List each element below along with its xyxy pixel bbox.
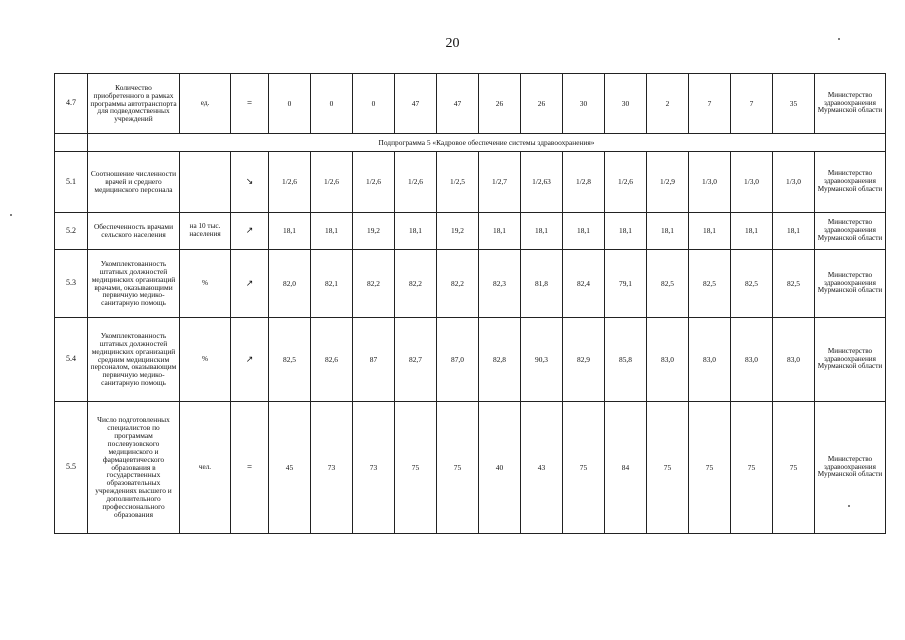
value-cell: 83,0 — [689, 318, 731, 402]
trend-cell: = — [231, 74, 269, 134]
value-cell: 18,1 — [647, 213, 689, 250]
responsible-cell: Министерство здравоохранения Мурманской области — [815, 250, 886, 318]
indicator-name: Укомплектованность штатных должностей медицинских организаций средним медицинским персоналом, оказывающим первичную медико-санитарную помощь — [88, 318, 180, 402]
value-cell: 82,9 — [563, 318, 605, 402]
value-cell: 82,0 — [269, 250, 311, 318]
value-cell: 1/2,8 — [563, 152, 605, 213]
value-cell: 75 — [731, 402, 773, 534]
value-cell: 47 — [395, 74, 437, 134]
value-cell: 82,4 — [563, 250, 605, 318]
row-number: 5.5 — [55, 402, 88, 534]
value-cell: 82,5 — [773, 250, 815, 318]
value-cell: 82,6 — [311, 318, 353, 402]
empty-cell — [55, 134, 88, 152]
value-cell: 1/2,6 — [311, 152, 353, 213]
responsible-cell: Министерство здравоохранения Мурманской области — [815, 152, 886, 213]
subprogram-row — [55, 134, 886, 152]
value-cell: 18,1 — [311, 213, 353, 250]
value-cell: 83,0 — [647, 318, 689, 402]
value-cell: 79,1 — [605, 250, 647, 318]
value-cell: 18,1 — [269, 213, 311, 250]
indicators-table — [54, 73, 886, 534]
row-number: 5.2 — [55, 213, 88, 250]
value-cell: 19,2 — [353, 213, 395, 250]
value-cell: 75 — [563, 402, 605, 534]
value-cell: 18,1 — [521, 213, 563, 250]
value-cell: 87 — [353, 318, 395, 402]
value-cell: 75 — [647, 402, 689, 534]
responsible-cell: Министерство здравоохранения Мурманской области — [815, 74, 886, 134]
indicator-name: Укомплектованность штатных должностей медицинских организаций врачами, оказывающими первичную медико-санитарную помощь — [88, 250, 180, 318]
value-cell: 1/3,0 — [773, 152, 815, 213]
indicator-name: Число подготовленных специалистов по программам послевузовского медицинского и фармацевтического образования в государственных образовательных учреждениях высшего и дополнительного профессионального образования — [88, 402, 180, 534]
value-cell: 82,5 — [269, 318, 311, 402]
indicator-row — [55, 250, 886, 318]
value-cell: 81,8 — [521, 250, 563, 318]
value-cell: 1/3,0 — [731, 152, 773, 213]
value-cell: 82,7 — [395, 318, 437, 402]
value-cell: 73 — [353, 402, 395, 534]
unit-cell: чел. — [180, 402, 231, 534]
value-cell: 1/2,6 — [605, 152, 647, 213]
indicator-row — [55, 74, 886, 134]
value-cell: 82,5 — [647, 250, 689, 318]
row-number: 5.3 — [55, 250, 88, 318]
trend-cell: ↘ — [231, 152, 269, 213]
trend-cell: ↗ — [231, 213, 269, 250]
value-cell: 1/3,0 — [689, 152, 731, 213]
value-cell: 7 — [689, 74, 731, 134]
value-cell: 1/2,63 — [521, 152, 563, 213]
value-cell: 0 — [353, 74, 395, 134]
value-cell: 7 — [731, 74, 773, 134]
value-cell: 18,1 — [731, 213, 773, 250]
unit-cell: на 10 тыс. населения — [180, 213, 231, 250]
page-number: 20 — [445, 36, 460, 51]
responsible-cell: Министерство здравоохранения Мурманской области — [815, 213, 886, 250]
value-cell: 82,5 — [689, 250, 731, 318]
value-cell: 75 — [773, 402, 815, 534]
value-cell: 26 — [521, 74, 563, 134]
value-cell: 82,5 — [731, 250, 773, 318]
trend-cell: ↗ — [231, 318, 269, 402]
row-number: 5.4 — [55, 318, 88, 402]
responsible-cell: Министерство здравоохранения Мурманской области — [815, 318, 886, 402]
indicator-row — [55, 213, 886, 250]
value-cell: 26 — [479, 74, 521, 134]
indicator-name: Соотношение численности врачей и среднего медицинского персонала — [88, 152, 180, 213]
value-cell: 1/2,7 — [479, 152, 521, 213]
value-cell: 0 — [311, 74, 353, 134]
value-cell: 83,0 — [731, 318, 773, 402]
value-cell: 1/2,6 — [353, 152, 395, 213]
unit-cell: % — [180, 250, 231, 318]
trend-cell: ↗ — [231, 250, 269, 318]
value-cell: 82,8 — [479, 318, 521, 402]
value-cell: 73 — [311, 402, 353, 534]
value-cell: 75 — [689, 402, 731, 534]
value-cell: 82,2 — [437, 250, 479, 318]
value-cell: 83,0 — [773, 318, 815, 402]
value-cell: 75 — [437, 402, 479, 534]
value-cell: 90,3 — [521, 318, 563, 402]
indicator-name: Обеспеченность врачами сельского населения — [88, 213, 180, 250]
value-cell: 47 — [437, 74, 479, 134]
unit-cell — [180, 152, 231, 213]
indicator-row — [55, 402, 886, 534]
responsible-cell: Министерство здравоохранения Мурманской области — [815, 402, 886, 534]
value-cell: 82,2 — [395, 250, 437, 318]
value-cell: 75 — [395, 402, 437, 534]
value-cell: 82,3 — [479, 250, 521, 318]
value-cell: 84 — [605, 402, 647, 534]
value-cell: 18,1 — [563, 213, 605, 250]
indicator-name: Количество приобретенного в рамках программы автотранспорта для подведомственных учреждений — [88, 74, 180, 134]
value-cell: 30 — [563, 74, 605, 134]
value-cell: 18,1 — [605, 213, 647, 250]
indicator-row — [55, 318, 886, 402]
value-cell: 2 — [647, 74, 689, 134]
row-number: 4.7 — [55, 74, 88, 134]
scan-speck — [848, 505, 850, 507]
indicator-row — [55, 152, 886, 213]
unit-cell: ед. — [180, 74, 231, 134]
value-cell: 19,2 — [437, 213, 479, 250]
value-cell: 82,1 — [311, 250, 353, 318]
value-cell: 18,1 — [395, 213, 437, 250]
value-cell: 1/2,9 — [647, 152, 689, 213]
value-cell: 18,1 — [689, 213, 731, 250]
scan-speck — [838, 38, 840, 40]
scan-speck — [10, 214, 12, 216]
value-cell: 35 — [773, 74, 815, 134]
trend-cell: = — [231, 402, 269, 534]
value-cell: 1/2,6 — [395, 152, 437, 213]
unit-cell: % — [180, 318, 231, 402]
value-cell: 18,1 — [479, 213, 521, 250]
value-cell: 82,2 — [353, 250, 395, 318]
row-number: 5.1 — [55, 152, 88, 213]
value-cell: 0 — [269, 74, 311, 134]
value-cell: 85,8 — [605, 318, 647, 402]
value-cell: 40 — [479, 402, 521, 534]
value-cell: 87,0 — [437, 318, 479, 402]
value-cell: 30 — [605, 74, 647, 134]
subprogram-title: Подпрограмма 5 «Кадровое обеспечение системы здравоохранения» — [88, 134, 886, 152]
value-cell: 18,1 — [773, 213, 815, 250]
value-cell: 1/2,5 — [437, 152, 479, 213]
value-cell: 43 — [521, 402, 563, 534]
value-cell: 45 — [269, 402, 311, 534]
value-cell: 1/2,6 — [269, 152, 311, 213]
